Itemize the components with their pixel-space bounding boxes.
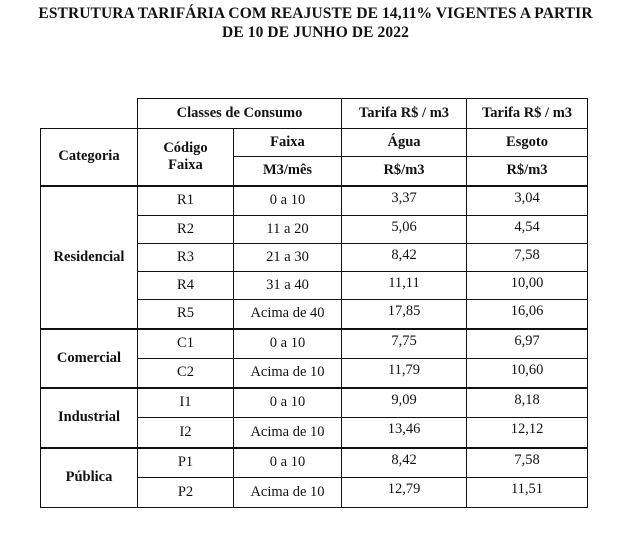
agua-value: 12,79 — [342, 478, 467, 508]
range-cell: Acima de 10 — [234, 478, 342, 508]
code-cell: I1 — [138, 388, 234, 418]
agua-value: 8,42 — [342, 448, 467, 478]
code-cell: P2 — [138, 478, 234, 508]
header-esgoto: Esgoto — [467, 129, 588, 157]
range-cell: 0 a 10 — [234, 186, 342, 216]
esgoto-value: 16,06 — [467, 300, 588, 329]
range-cell: 0 a 10 — [234, 448, 342, 478]
range-cell: Acima de 10 — [234, 418, 342, 448]
esgoto-value: 4,54 — [467, 216, 588, 244]
agua-value: 3,37 — [342, 186, 467, 216]
esgoto-value: 8,18 — [467, 388, 588, 418]
range-cell: 31 a 40 — [234, 272, 342, 300]
table-row — [41, 329, 588, 359]
title-line-1: ESTRUTURA TARIFÁRIA COM REAJUSTE DE 14,11% VIGENTES A PARTIR — [38, 5, 593, 22]
header-faixa: Faixa — [234, 129, 342, 157]
header-tarifa-agua: Tarifa R$ / m3 — [342, 99, 467, 129]
code-cell: R2 — [138, 216, 234, 244]
esgoto-value: 12,12 — [467, 418, 588, 448]
table-body — [41, 186, 588, 508]
category-publica: Pública — [41, 448, 138, 508]
range-cell: 0 a 10 — [234, 388, 342, 418]
esgoto-value: 10,60 — [467, 359, 588, 388]
code-cell: C1 — [138, 329, 234, 359]
tariff-table — [40, 98, 588, 508]
agua-value: 8,42 — [342, 244, 467, 272]
category-comercial: Comercial — [41, 329, 138, 388]
category-residencial: Residencial — [41, 186, 138, 329]
range-cell: 0 a 10 — [234, 329, 342, 359]
header-classes-consumo: Classes de Consumo — [138, 99, 342, 129]
range-cell: 11 a 20 — [234, 216, 342, 244]
header-esgoto-unit: R$/m3 — [467, 157, 588, 186]
header-codigo-faixa: Código Faixa — [138, 129, 234, 186]
header-agua: Água — [342, 129, 467, 157]
esgoto-value: 7,58 — [467, 244, 588, 272]
agua-value: 11,79 — [342, 359, 467, 388]
code-cell: I2 — [138, 418, 234, 448]
header-faixa-unit: M3/mês — [234, 157, 342, 186]
header-categoria: Categoria — [41, 129, 138, 186]
code-cell: C2 — [138, 359, 234, 388]
agua-value: 5,06 — [342, 216, 467, 244]
agua-value: 13,46 — [342, 418, 467, 448]
esgoto-value: 11,51 — [467, 478, 588, 508]
table-row — [41, 448, 588, 478]
esgoto-value: 10,00 — [467, 272, 588, 300]
range-cell: 21 a 30 — [234, 244, 342, 272]
agua-value: 17,85 — [342, 300, 467, 329]
code-cell: R1 — [138, 186, 234, 216]
code-cell: R3 — [138, 244, 234, 272]
header-empty-cell — [41, 99, 138, 129]
header-agua-unit: R$/m3 — [342, 157, 467, 186]
esgoto-value: 3,04 — [467, 186, 588, 216]
agua-value: 11,11 — [342, 272, 467, 300]
code-cell: R4 — [138, 272, 234, 300]
document-title — [0, 4, 631, 42]
esgoto-value: 7,58 — [467, 448, 588, 478]
esgoto-value: 6,97 — [467, 329, 588, 359]
code-cell: P1 — [138, 448, 234, 478]
range-cell: Acima de 40 — [234, 300, 342, 329]
title-line-2: DE 10 DE JUNHO DE 2022 — [222, 24, 409, 41]
agua-value: 9,09 — [342, 388, 467, 418]
category-industrial: Industrial — [41, 388, 138, 448]
table-row — [41, 388, 588, 418]
header-tarifa-esgoto: Tarifa R$ / m3 — [467, 99, 588, 129]
table-row — [41, 186, 588, 216]
code-cell: R5 — [138, 300, 234, 329]
agua-value: 7,75 — [342, 329, 467, 359]
table-header — [41, 99, 588, 186]
range-cell: Acima de 10 — [234, 359, 342, 388]
